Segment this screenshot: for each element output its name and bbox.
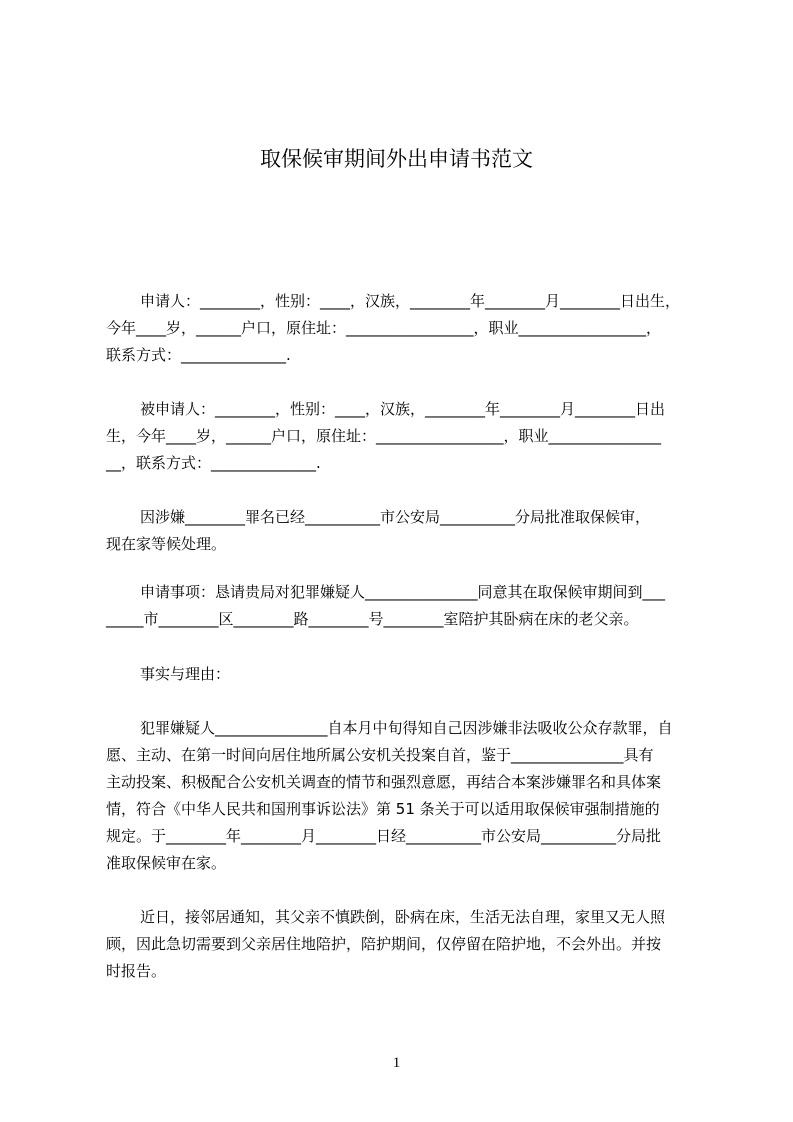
paragraph-3-line: 现在家等候处理。 — [106, 535, 227, 553]
paragraph-6-line: 愿、主动、在第一时间向居住地所属公安机关投案自首，鉴于_______________具有 — [106, 746, 654, 764]
paragraph-6-line: 情，符合《中华人民共和国刑事诉讼法》第 51 条关于可以适用取保候审强制措施的 — [106, 800, 660, 818]
paragraph-2-line: __，联系方式：______________. — [106, 454, 321, 472]
paragraph-5-line: 事实与理由： — [140, 665, 231, 683]
paragraph-1-line: 联系方式：______________. — [106, 346, 291, 364]
paragraph-1-line: 今年____岁，______户口，原住址：_________________，职业_________________， — [106, 319, 662, 337]
page-number: 1 — [392, 1055, 401, 1071]
paragraph-6-line: 准取保候审在家。 — [106, 854, 227, 872]
paragraph-1-line: 申请人：________，性别：____，汉族，________年________月________日出生， — [140, 292, 681, 310]
paragraph-2-line: 被申请人：________，性别：____，汉族，________年________月________日出 — [140, 400, 666, 418]
paragraph-7-line: 近日，接邻居通知，其父亲不慎跌倒，卧病在床，生活无法自理，家里又无人照 — [140, 908, 666, 926]
paragraph-6-line: 规定。于________年________月________日经__________市公安局__________分局批 — [106, 827, 662, 845]
paragraph-4-line: 申请事项：恳请贵局对犯罪嫌疑人_______________同意其在取保候审期间到___ — [140, 583, 666, 601]
paragraph-2-line: 生，今年____岁，______户口，原住址：_________________，职业_______________ — [106, 427, 662, 445]
paragraph-7-line: 顾，因此急切需要到父亲居住地陪护，陪护期间，仅停留在陪护地，不会外出。并按 — [106, 935, 662, 953]
paragraph-6-line: 犯罪嫌疑人_______________自本月中旬得知自己因涉嫌非法吸收公众存款罪，自 — [140, 719, 673, 737]
paragraph-6-line: 主动投案、积极配合公安机关调查的情节和强烈意愿，再结合本案涉嫌罪名和具体案 — [106, 773, 662, 791]
paragraph-7-line: 时报告。 — [106, 962, 167, 980]
paragraph-4-line: _____市________区________路________号________室陪护其卧病在床的老父亲。 — [106, 610, 639, 628]
paragraph-3-line: 因涉嫌________罪名已经__________市公安局__________分局批准取保候审， — [140, 508, 651, 526]
document-title: 取保候审期间外出申请书范文 — [260, 147, 533, 171]
